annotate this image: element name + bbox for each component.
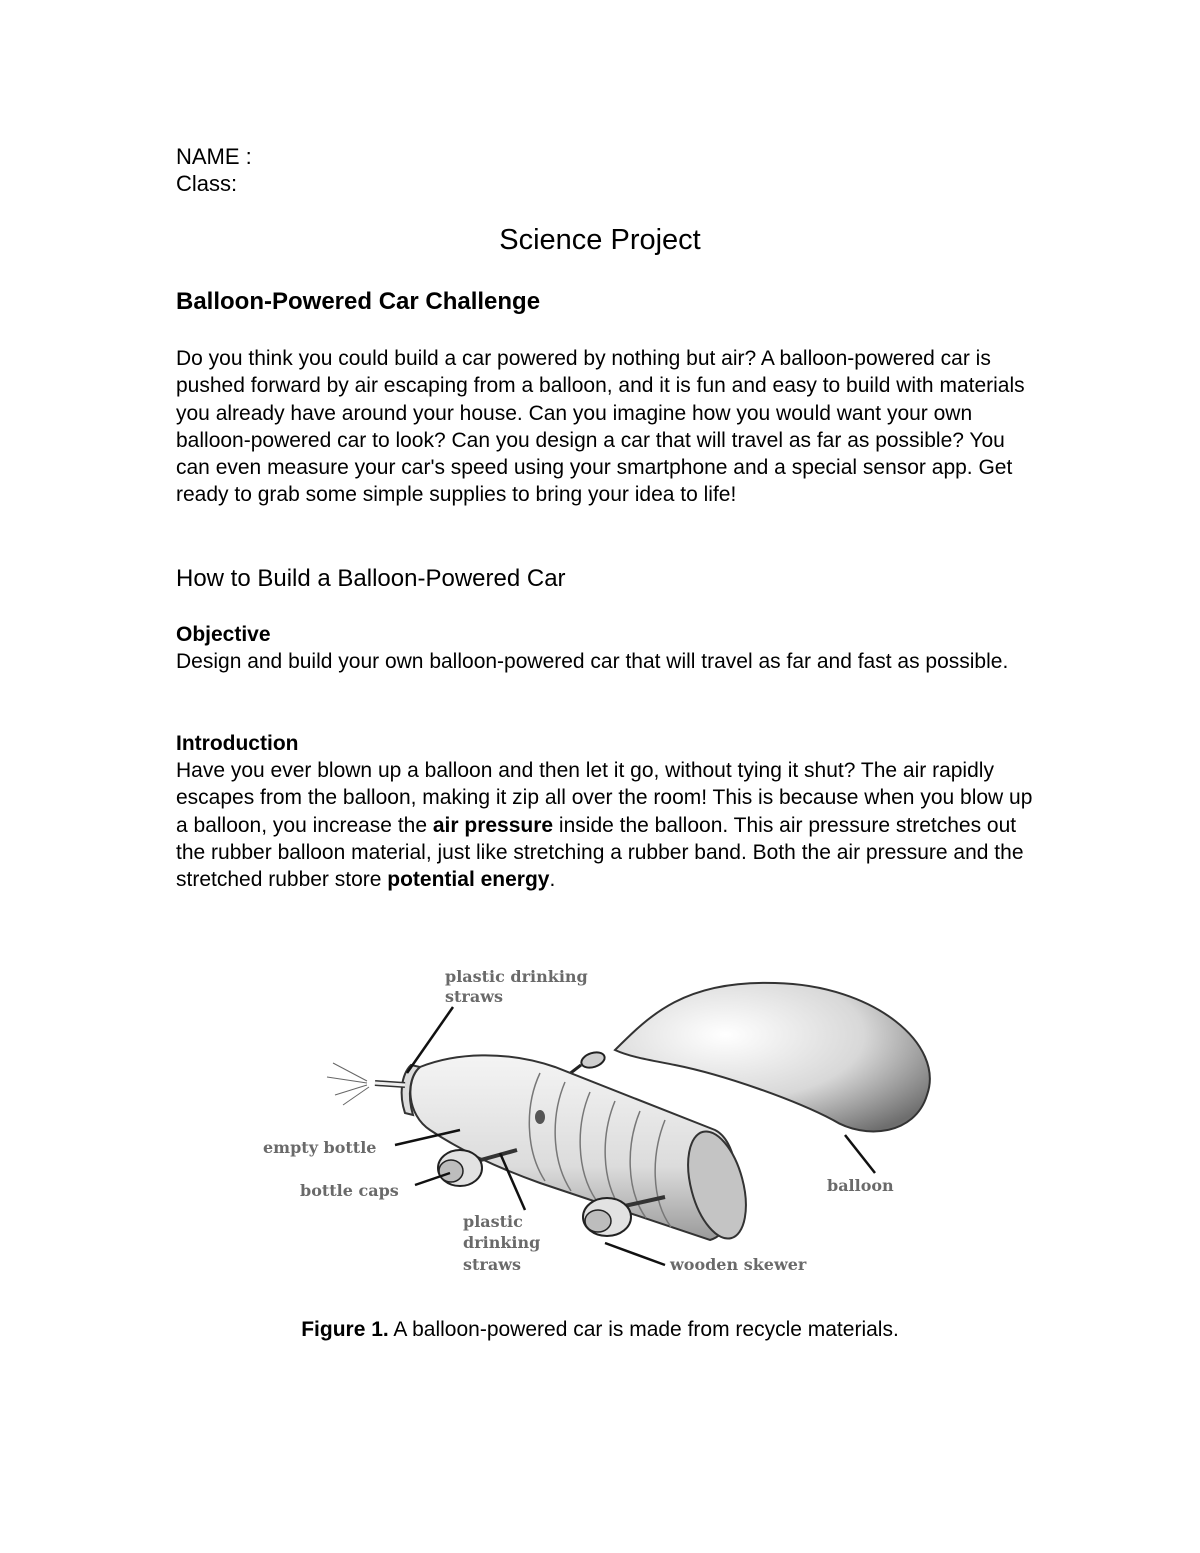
- label-balloon: balloon: [827, 1176, 894, 1195]
- figure-caption-text: A balloon-powered car is made from recycle materials.: [388, 1318, 899, 1341]
- figure-caption: [0, 1316, 1200, 1344]
- label-straws-bottom-1: plastic: [463, 1212, 523, 1231]
- straw-front-illustration: [327, 1063, 405, 1105]
- name-field-label: NAME :: [176, 144, 252, 169]
- label-straws-top-2: straws: [445, 987, 503, 1006]
- label-empty-bottle: empty bottle: [263, 1138, 377, 1157]
- intro-text-3: .: [549, 868, 556, 892]
- air-pressure-term: air pressure: [432, 813, 554, 837]
- how-to-heading: How to Build a Balloon-Powered Car: [176, 565, 566, 592]
- intro-text-1: Have you ever blown up a balloon and then let it go, without tying it shut? The air rapidly escapes from the balloon, making it zip all over the room! This is because when you blow up a balloon, you increase the: [176, 759, 1033, 837]
- label-straws-bottom-2: drinking: [463, 1233, 541, 1252]
- page-title: Science Project: [499, 224, 701, 256]
- label-straws-bottom-3: straws: [463, 1255, 521, 1274]
- objective-heading: Objective: [176, 623, 271, 646]
- potential-energy-term: potential energy: [387, 868, 550, 892]
- introduction-paragraph: [176, 757, 1036, 893]
- label-wooden-skewer: wooden skewer: [670, 1255, 807, 1274]
- challenge-paragraph: Do you think you could build a car powered by nothing but air? A balloon-powered car is pushed forward by air escaping from a balloon, and it is fun and easy to build with materials you already have around your house. Can you imagine how you would want your own balloon-powered car to look? Can you design a car that will travel as far as possible? You can even measure your car's speed using your smartphone and a special sensor app. Get ready to grab some simple supplies to bring your idea to life!: [176, 347, 1025, 507]
- intro-text-2: inside the balloon. This air pressure stretches out the rubber balloon material, just like stretching a rubber band. Both the air pressure and the stretched rubber store: [176, 813, 1024, 892]
- class-field-label: Class:: [176, 171, 238, 196]
- label-straws-top-1: plastic drinking: [445, 967, 588, 986]
- label-bottle-caps: bottle caps: [300, 1181, 399, 1200]
- challenge-heading: Balloon-Powered Car Challenge: [176, 288, 541, 315]
- objective-paragraph: Design and build your own balloon-powered car that will travel as far and fast as possible.: [176, 650, 1009, 673]
- balloon-car-diagram: [255, 955, 945, 1285]
- introduction-heading: Introduction: [176, 732, 299, 755]
- figure-caption-label: Figure 1.: [301, 1318, 389, 1341]
